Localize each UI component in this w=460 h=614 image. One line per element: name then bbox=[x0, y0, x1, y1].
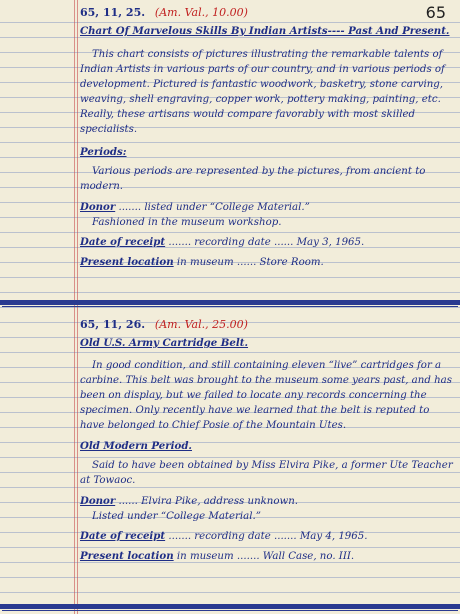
appraised-value: (Am. Val., 25.00) bbox=[154, 318, 248, 331]
entry-description: This chart consists of pictures illustrating the remarkable talents of Indian Artists in various parts of our country, and in various periods of development. Pictured is fantastic woodwork, basketry, stone carving, weaving, shell engraving, copper work, pottery making, painting, etc. Really, these artisans would compare favorably with most skilled specialists. bbox=[80, 49, 445, 135]
entry-title: Chart Of Marvelous Skills By Indian Artists---- Past And Present. bbox=[80, 25, 450, 37]
receipt-text: ....... recording date ....... May 4, 1965. bbox=[168, 531, 368, 542]
entry-2 bbox=[80, 336, 454, 564]
location-label: Present location bbox=[80, 256, 174, 268]
periods-text: Various periods are represented by the pictures, from ancient to modern. bbox=[80, 166, 426, 192]
location-label: Present location bbox=[80, 550, 174, 562]
section-divider bbox=[0, 604, 460, 609]
entry-number bbox=[80, 318, 248, 331]
margin-line bbox=[77, 0, 78, 614]
donor-label: Donor bbox=[80, 201, 116, 213]
margin-line bbox=[74, 0, 75, 614]
location-text: in museum ...... Store Room. bbox=[176, 257, 324, 268]
entry-description: In good condition, and still containing eleven “live” cartridges for a carbine. This belt was brought to the museum some years past, and has been on display, but we failed to locate any records concerning the specimen. Only recently have we learned that the belt is reputed to have belonged to Chief Posie of the Mountain Utes. bbox=[80, 360, 452, 431]
donor-text: ....... listed under “College Material.” bbox=[118, 202, 310, 213]
catalog-number: 65, 11, 25. bbox=[80, 6, 146, 19]
appraised-value: (Am. Val., 10.00) bbox=[154, 6, 248, 19]
location-text: in museum ....... Wall Case, no. III. bbox=[176, 551, 355, 562]
receipt-text: ....... recording date ...... May 3, 1965. bbox=[168, 237, 365, 248]
donor-note: Fashioned in the museum workshop. bbox=[92, 217, 282, 228]
receipt-label: Date of receipt bbox=[80, 236, 166, 248]
donor-label: Donor bbox=[80, 495, 116, 507]
donor-text: ...... Elvira Pike, address unknown. bbox=[118, 496, 299, 507]
periods-label: Old Modern Period. bbox=[80, 440, 192, 452]
section-divider bbox=[0, 300, 460, 305]
donor-note: Listed under “College Material.” bbox=[92, 511, 261, 522]
catalog-number: 65, 11, 26. bbox=[80, 318, 146, 331]
periods-label: Periods: bbox=[80, 146, 127, 158]
receipt-label: Date of receipt bbox=[80, 530, 166, 542]
entry-number bbox=[80, 6, 248, 19]
page-number: 65 bbox=[425, 3, 446, 22]
entry-1 bbox=[80, 24, 454, 270]
entry-title: Old U.S. Army Cartridge Belt. bbox=[80, 337, 249, 349]
periods-text: Said to have been obtained by Miss Elvira Pike, a former Ute Teacher at Towaoc. bbox=[80, 460, 453, 486]
